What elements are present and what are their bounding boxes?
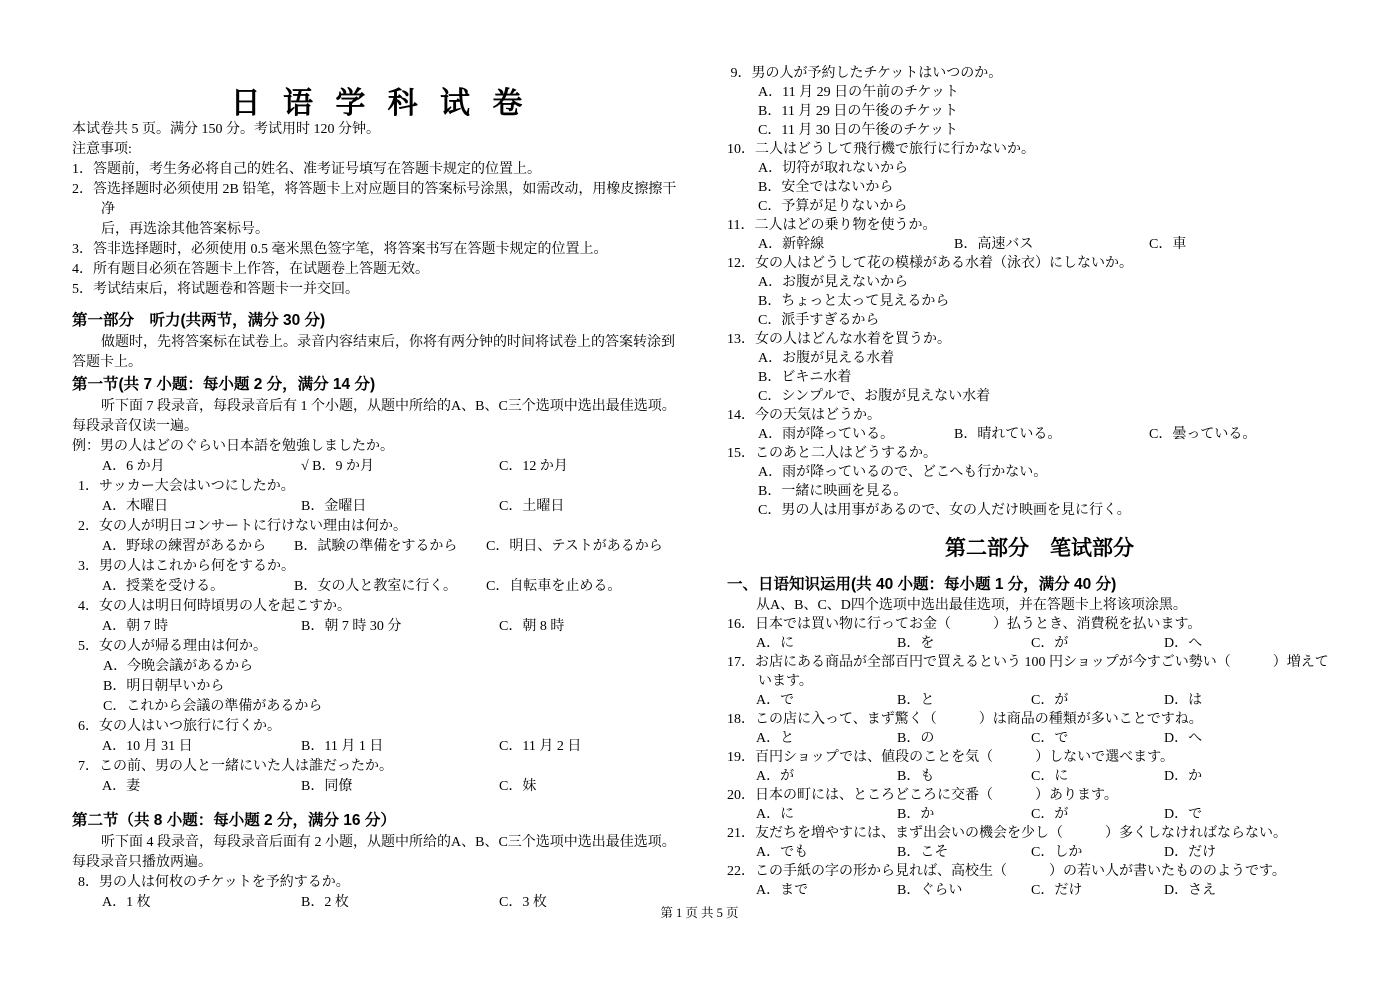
option: B．晴れている。 [954, 427, 1062, 442]
option: B．一緒に映画を見る。 [758, 484, 908, 499]
option: A．今晩会議があるから [103, 659, 254, 674]
option: A．で [756, 693, 795, 708]
option: D．さえ [1164, 883, 1217, 898]
option: D．は [1164, 693, 1203, 708]
option: C．曇っている。 [1149, 427, 1257, 442]
options-row [72, 617, 688, 637]
option: A．に [756, 636, 795, 651]
option: B．試験の準備をするから [294, 539, 458, 554]
option: C．自転車を止める。 [486, 579, 622, 594]
option: C．が [1031, 693, 1069, 708]
section-heading: 一、日语知识运用(共 40 小题：每小题 1 分，满分 40 分) [727, 576, 1117, 593]
option: A．に [756, 807, 795, 822]
question-stem: 18．この店に入って、まず驚く（ ）は商品の種類が多いことですね。 [727, 712, 1203, 727]
option: B．2 枚 [301, 895, 349, 910]
option: C．これから会議の準備があるから [103, 699, 323, 714]
text-line: 4．所有题目必须在答题卡上作答，在试题卷上答题无效。 [72, 262, 429, 277]
option: B．こそ [897, 845, 949, 860]
option: C．妹 [499, 779, 537, 794]
option: C．11 月 2 日 [499, 739, 582, 754]
question-stem: 20．日本の町には、ところどころに交番（ ）あります。 [727, 788, 1118, 803]
text-line: います。 [758, 674, 813, 689]
option: B．朝 7 時 30 分 [301, 619, 402, 634]
text-line: 2．答选择题时必须使用 2B 铅笔，将答题卡上对应题目的答案标号涂黑，如需改动，用橡皮擦擦干 [72, 182, 677, 197]
option: C．明日、テストがあるから [486, 539, 663, 554]
option: A．雨が降っている。 [758, 427, 895, 442]
option: A．でも [756, 845, 809, 860]
section-heading: 第一部分 听力(共两节，满分 30 分) [72, 312, 326, 329]
question-stem: 1．サッカー大会はいつにしたか。 [78, 479, 295, 494]
question-stem: 2．女の人が明日コンサートに行けない理由は何か。 [78, 519, 407, 534]
option: B．ビキニ水着 [758, 370, 852, 385]
question-stem: 5．女の人が帰る理由は何か。 [78, 639, 267, 654]
option: A．お腹が見える水着 [758, 351, 895, 366]
question-stem: 13．女の人はどんな水着を買うか。 [727, 332, 951, 347]
option: A．と [756, 731, 795, 746]
question-stem: 21．友だちを増やすには、まず出会いの機会を少し（ ）多くしなければならない。 [727, 826, 1287, 841]
option: B．を [897, 636, 935, 651]
option: C．車 [1149, 237, 1187, 252]
options-row [727, 729, 1352, 748]
text-line: 每段录音仅读一遍。 [72, 419, 198, 434]
question-stem: 12．女の人はどうして花の模様がある水着（泳衣）にしないか。 [727, 256, 1133, 271]
options-row [72, 577, 688, 597]
option: D．へ [1164, 731, 1203, 746]
options-row [727, 767, 1352, 786]
options-row [727, 805, 1352, 824]
option: √ B．9 か月 [301, 459, 375, 474]
options-row [727, 634, 1352, 653]
option: D．で [1164, 807, 1203, 822]
section-heading: 第二节（共 8 小题：每小题 2 分，满分 16 分） [72, 812, 396, 829]
options-row [727, 235, 1352, 254]
option: C．で [1031, 731, 1069, 746]
options-row [727, 843, 1352, 862]
page-footer: 第 1 页 共 5 页 [660, 906, 739, 920]
option: C．が [1031, 636, 1069, 651]
option: C．だけ [1031, 883, 1083, 898]
text-line: 做题时，先将答案标在试卷上。录音内容结束后，你将有两分钟的时间将试卷上的答案转涂到 [101, 335, 675, 350]
option: B．と [897, 693, 935, 708]
option: A．雨が降っているので、どこへも行かない。 [758, 465, 1048, 480]
option: A．切符が取れないから [758, 161, 909, 176]
section-heading: 第一节(共 7 小题：每小题 2 分，满分 14 分) [72, 376, 376, 393]
option: A．まで [756, 883, 809, 898]
option: B．明日朝早いから [103, 679, 225, 694]
option: A．朝 7 時 [102, 619, 169, 634]
option: C．派手すぎるから [758, 313, 880, 328]
option: C．予算が足りないから [758, 199, 908, 214]
option: D．か [1164, 769, 1203, 784]
spacer [727, 566, 1352, 573]
question-stem: 19．百円ショップでは、値段のことを気（ ）しないで選べます。 [727, 750, 1175, 765]
option: B．も [897, 769, 935, 784]
question-stem: 11．二人はどの乗り物を使うか。 [727, 218, 937, 233]
text-line: 答题卡上。 [72, 355, 142, 370]
option: C．しか [1031, 845, 1083, 860]
option: A．が [756, 769, 795, 784]
option: A．1 枚 [102, 895, 151, 910]
question-stem: 8．男の人は何枚のチケットを予約するか。 [78, 875, 350, 890]
option: A．野球の練習があるから [102, 539, 267, 554]
option: C．朝 8 時 [499, 619, 565, 634]
option: C．3 枚 [499, 895, 547, 910]
options-row [72, 457, 688, 477]
question-stem: 9．男の人が予約したチケットはいつのか。 [727, 66, 1003, 81]
text-line: 注意事项: [72, 142, 132, 157]
question-stem: 10．二人はどうして飛行機で旅行に行かないか。 [727, 142, 1035, 157]
option: B．の [897, 731, 935, 746]
question-stem: 15．このあと二人はどうするか。 [727, 446, 937, 461]
question-stem: 16．日本では買い物に行ってお金（ ）払うとき、消費税を払います。 [727, 617, 1202, 632]
text-line: 本试卷共 5 页。满分 150 分。考试用时 120 分钟。 [72, 122, 380, 137]
option: C．シンプルで、お腹が見えない水着 [758, 389, 991, 404]
question-stem: 7．この前、男の人と一緒にいた人は誰だったか。 [78, 759, 393, 774]
question-stem: 22．この手紙の字の形から見れば、高校生（ ）の若い人が書いたもののようです。 [727, 864, 1286, 879]
option: C．11 月 30 日の午後のチケット [758, 123, 959, 138]
options-row [727, 691, 1352, 710]
left-column [72, 120, 688, 913]
question-stem: 6．女の人はいつ旅行に行くか。 [78, 719, 281, 734]
options-row [72, 497, 688, 517]
spacer [72, 797, 688, 809]
text-line: 后，再选涂其他答案标号。 [101, 222, 269, 237]
text-line: 5．考试结束后，将试题卷和答题卡一并交回。 [72, 282, 359, 297]
right-column [727, 64, 1352, 900]
option: B．11 月 1 日 [301, 739, 384, 754]
text-line: 3．答非选择题时，必须使用 0.5 毫米黑色签字笔，将答案书写在答题卡规定的位置上。 [72, 242, 608, 257]
option: B．か [897, 807, 935, 822]
option: C．12 か月 [499, 459, 568, 474]
option: A．6 か月 [102, 459, 165, 474]
question-stem: 17．お店にある商品が全部百円で買えるという 100 円ショップが今すごい勢い（ ）増えて [727, 655, 1329, 670]
options-row [727, 425, 1352, 444]
text-line: 从A、B、C、D四个选项中选出最佳选项，并在答题卡上将该项涂黑。 [756, 598, 1187, 613]
page-title: 日 语 学 科 试 卷 [230, 87, 530, 120]
spacer [72, 300, 688, 309]
option: B．ぐらい [897, 883, 963, 898]
text-line: 听下面 4 段录音，每段录音后面有 2 小题，从题中所给的A、B、C三个选项中选出最佳选项。 [101, 835, 676, 850]
option: B．女の人と教室に行く。 [294, 579, 458, 594]
option: A．授業を受ける。 [102, 579, 225, 594]
text-line: 1．答题前，考生务必将自己的姓名、准考证号填写在答题卡规定的位置上。 [72, 162, 541, 177]
option: B．安全ではないから [758, 180, 894, 195]
option: B．11 月 29 日の午後のチケット [758, 104, 959, 119]
options-row [727, 881, 1352, 900]
option: C．に [1031, 769, 1069, 784]
options-row [72, 737, 688, 757]
options-row [72, 777, 688, 797]
option: A．お腹が見えないから [758, 275, 909, 290]
text-line: 听下面 7 段录音，每段录音后有 1 个小题，从题中所给的A、B、C三个选项中选出最佳选项。 [101, 399, 676, 414]
option: A．新幹線 [758, 237, 825, 252]
option: A．11 月 29 日の午前のチケット [758, 85, 959, 100]
question-stem: 4．女の人は明日何時頃男の人を起こすか。 [78, 599, 351, 614]
option: A．10 月 31 日 [102, 739, 193, 754]
option: D．へ [1164, 636, 1203, 651]
spacer [727, 520, 1352, 532]
option: D．だけ [1164, 845, 1217, 860]
option: C．男の人は用事があるので、女の人だけ映画を見に行く。 [758, 503, 1131, 518]
part-heading: 第二部分 笔试部分 [945, 537, 1134, 560]
option: B．ちょっと太って見えるから [758, 294, 950, 309]
text-line: 例：男の人はどのぐらい日本語を勉強しましたか。 [72, 439, 394, 454]
option: B．金曜日 [301, 499, 367, 514]
option: A．妻 [102, 779, 141, 794]
question-stem: 3．男の人はこれから何をするか。 [78, 559, 295, 574]
option: B．高速バス [954, 237, 1034, 252]
question-stem: 14．今の天気はどうか。 [727, 408, 881, 423]
text-line: 每段录音只播放两遍。 [72, 855, 212, 870]
options-row [72, 537, 688, 557]
option: C．が [1031, 807, 1069, 822]
option: A．木曜日 [102, 499, 169, 514]
option: C．土曜日 [499, 499, 565, 514]
text-line: 净 [101, 202, 115, 217]
option: B．同僚 [301, 779, 353, 794]
